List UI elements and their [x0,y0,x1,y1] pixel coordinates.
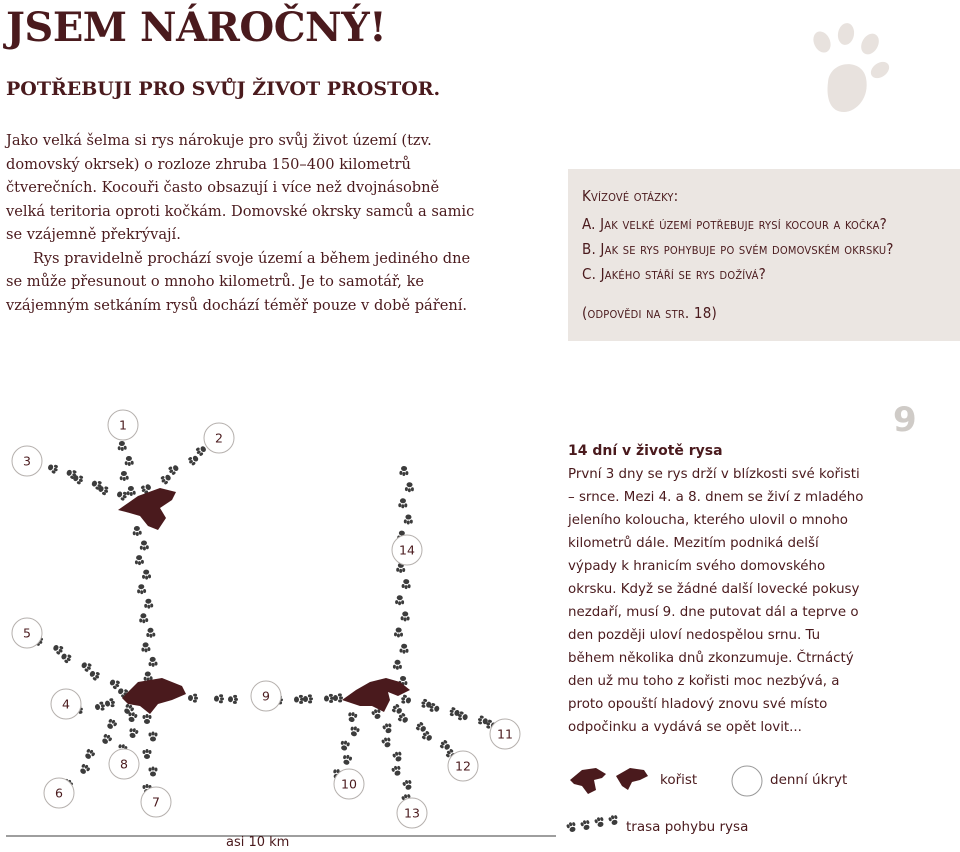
track-paw-mark [143,714,152,724]
track-paw-mark [94,701,106,712]
track-paw-mark [391,765,403,777]
track-paw-mark [399,466,408,476]
story-text: První 3 dny se rys drží v blízkosti své kořisti – srnce. Mezi 4. a 8. dnem se živí z mladého jeleního kolouchа, kterého ulovil o mnoho kilometrů dále. Mezitím podniká delší výpady k hranicím svého domovského okrsku. Když se žádné další lovecké pokusy nezdaří, musí 9. dne putovat dál a teprve o den později uloví nedospělou srnu. Tu během několika dnů zkonzumuje. Čtrnáctý den už mu toho z kořisti moc nezbývá, a proto opouští hladový znovu své místo odpočinku a vydává se opět lovit... [568,467,864,735]
den-number: 12 [455,758,471,774]
track-paw-mark [399,644,408,654]
den-number: 13 [404,805,420,821]
track-paw-mark [51,643,64,656]
track-paw-mark [119,471,129,482]
track-paw-mark [126,486,136,497]
den-number: 2 [215,430,223,446]
track-paw-mark [137,584,147,595]
track-paw-mark [83,748,96,761]
track-paw-mark [228,695,238,704]
track-paw-mark [144,598,154,609]
page-number: 9 [893,400,917,440]
track-paw-mark [60,651,73,664]
track-paw-mark [349,725,360,737]
track-paw-mark [141,642,151,653]
track-paw-mark [108,677,121,690]
track-paw-mark [128,727,140,739]
den-number: 7 [152,794,160,810]
intro-paragraph-1: Jako velká šelma si rys nárokuje pro svůj život území (tzv. domovský okrsek) o rozloze zhruba 150–400 kilometrů čtverečních. Kocouři často obsazují i více než dvojnásobně velká teritoria oproti kočkám. Domovské okrsky samců a samic se vzájemně překrývají. [6,132,475,243]
quiz-answers-note: (odpovědi na str. 18) [582,304,717,322]
track-paw-mark [397,712,410,725]
track-paw-mark [400,694,412,705]
track-paw-mark [214,694,224,703]
track-paw-mark [159,473,172,486]
track-paw-mark [294,695,304,704]
track-paw-mark [105,718,118,731]
den-number: 11 [497,726,513,742]
track-paw-mark [381,736,393,748]
legend-track-label: trasa pohybu rysa [626,819,749,835]
den-number: 6 [55,785,63,801]
track-paw-mark [324,694,334,703]
prey-young-doe [342,678,410,712]
intro-text [6,129,476,317]
track-paw-mark [124,456,134,467]
den-number: 8 [120,756,128,772]
track-paw-mark [117,441,127,452]
track-paw-mark [402,779,414,791]
track-paw-mark [139,613,149,624]
den-number: 1 [119,417,127,433]
track-paw-mark [139,540,149,551]
quiz-heading: Kvízové otázky: [582,187,679,205]
story-block [568,440,868,739]
track-paw-mark [333,693,343,702]
territory-map [0,400,560,852]
track-paw-mark [401,611,410,621]
track-paw-mark [80,660,93,673]
track-paw-mark [339,740,350,752]
intro-paragraph-2: Rys pravidelně prochází svoje území a během jediného dne se může přesunout o mnoho kilometrů. Je to samotář, ke vzájemným setkáním rysů dochází téměř pouze v době páření. [6,249,471,314]
track-paw-mark [402,579,411,589]
den-number: 10 [341,776,357,792]
track-paw-mark [149,732,158,742]
track-paw-mark [404,514,413,524]
track-paw-mark [88,669,101,682]
prey-silhouettes [118,488,410,714]
legend-den-label: denní úkryt [770,772,848,788]
track-paw-mark [149,767,158,777]
track-paw-mark [167,463,180,476]
track-paw-mark [188,693,198,702]
track-paw-mark [104,698,116,709]
legend-prey-label: kořist [660,772,698,788]
track-paw-mark [394,627,403,637]
track-paw-mark [132,526,142,537]
quiz-question-c: C. Jakého stáří se rys dožívá? [582,265,767,283]
track-paw-mark [47,462,60,474]
track-paw-mark [142,569,152,580]
track-paw-mark [116,489,129,501]
story-heading: 14 dní v životě rysa [568,443,723,459]
track-paw-mark [395,595,404,605]
track-paw-mark [382,722,394,734]
legend-prey-icon [568,762,658,802]
track-paw-mark [341,754,352,766]
track-paw-mark [405,482,414,492]
track-paw-mark [398,498,407,508]
quiz-question-b: B. Jak se rys pohybuje po svém domovském okrsku? [582,240,894,258]
den-number: 4 [62,696,70,712]
track-paw-mark [393,660,402,670]
den-number: 5 [23,625,31,641]
track-paw-mark [134,555,144,566]
page-subtitle: POTŘEBUJI PRO SVŮJ ŽIVOT PROSTOR. [6,78,441,100]
legend-den-icon [730,764,764,798]
page-title: JSEM NÁROČNÝ! [6,4,387,51]
track-paw-mark [303,694,313,703]
track-paw-mark [78,763,91,776]
quiz-question-a: A. Jak velké území potřebuje rysí kocour a kočka? [582,215,887,233]
scale-label: asi 10 km [226,835,290,850]
quiz-box [568,169,960,341]
track-paw-mark [146,627,156,638]
track-paw-mark [143,749,152,759]
paw-print-icon [800,20,900,120]
track-paw-mark [187,454,200,467]
den-number: 3 [23,453,31,469]
track-paw-mark [421,730,434,743]
track-paw-mark [100,733,113,746]
den-number: 14 [399,542,415,558]
den-number: 9 [262,688,270,704]
track-paw-mark [392,750,404,762]
legend-track-icon [566,814,622,838]
track-paw-mark [347,711,358,723]
track-paw-mark [148,657,158,668]
